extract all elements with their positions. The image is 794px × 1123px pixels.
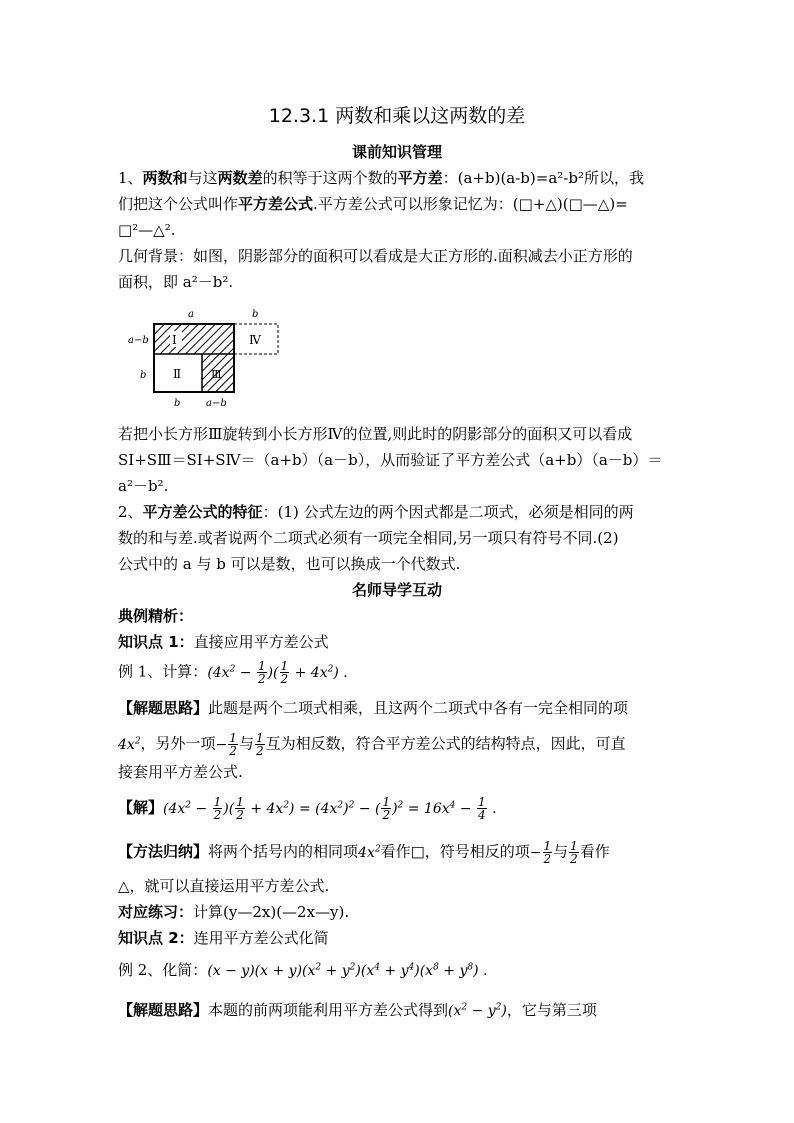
- rotation-line1: 若把小长方形Ⅲ旋转到小长方形Ⅳ的位置,则此时的阴影部分的面积又可以看成: [118, 425, 633, 443]
- page-title: 12.3.1 两数和乘以这两数的差: [268, 105, 526, 127]
- para2-line2: 数的和与差.或者说两个二项式必须有一项完全相同,另一项只有符号不同.(2): [118, 529, 619, 547]
- knowledge-point-1: [118, 632, 678, 652]
- example2: [118, 960, 678, 981]
- label-amb-bottom: a−b: [206, 398, 227, 409]
- para1-number: 1、: [118, 169, 143, 187]
- text: 看作: [579, 842, 610, 861]
- answer1: [118, 796, 678, 821]
- solution1-tag: 【解题思路】: [118, 699, 209, 717]
- practice-label: 对应练习：: [118, 903, 194, 921]
- example1: [118, 660, 678, 685]
- rotation-line2: SⅠ+SⅢ＝SⅠ+SⅣ＝（a+b）（a－b），从而验证了平方差公式（a+b）（a－b）＝: [118, 451, 663, 469]
- para1-line1: [118, 168, 678, 188]
- text: 与这: [187, 169, 218, 187]
- label-region-iii: Ⅲ: [211, 368, 222, 381]
- para2-line1: [118, 502, 678, 522]
- method1-line1: [118, 840, 678, 865]
- term-neg-half: − $\frac{1}{2}$: [215, 731, 237, 758]
- bold-term-diff: 两数差: [217, 169, 263, 187]
- text: ：(a+b)(a-b)=a²-b²所以，我: [442, 169, 644, 187]
- term-4x2: $4x^2$: [358, 843, 381, 861]
- para2-line3: 公式中的 a 与 b 可以是数，也可以换成一个代数式.: [118, 555, 461, 573]
- geo-line1: 几何背景：如图，阴影部分的面积可以看成是大正方形的.面积减去小正方形的: [118, 247, 633, 265]
- text: 与: [553, 842, 569, 861]
- region-i-shaded: [154, 324, 234, 354]
- label-a-top: a: [188, 309, 194, 320]
- practice: [118, 902, 678, 922]
- text: ，它与第三项: [506, 1001, 597, 1019]
- label-amb-left: a−b: [128, 335, 149, 346]
- example1-expression: ($4x^2$ − $\frac{1}{2}$ )( $\frac{1}{2}$ + $4x^2$) .: [207, 659, 348, 686]
- bold-term-formula: 平方差公式: [238, 195, 314, 213]
- answer1-tag: 【解】: [118, 798, 164, 817]
- solution1-line1: [118, 698, 678, 718]
- term-neg-half: − $\frac{1}{2}$: [529, 839, 552, 866]
- section-heading-teacher: 名师导学互动: [351, 581, 442, 599]
- label-region-ii: Ⅱ: [173, 367, 182, 381]
- geo-line2: 面积，即 a²－b².: [118, 273, 234, 291]
- text: 将两个括号内的相同项: [208, 842, 359, 861]
- kp1-text: 直接应用平方差公式: [193, 633, 329, 651]
- example2-label: 例 2、化简：: [118, 961, 208, 979]
- label-region-i: Ⅰ: [172, 333, 177, 347]
- text: 与: [238, 734, 254, 753]
- method1-line2: △，就可以直接运用平方差公式.: [118, 877, 330, 895]
- kp2-label: 知识点 2：: [118, 929, 194, 947]
- bold-term-square-diff: 平方差: [397, 169, 443, 187]
- text: 的积等于这两个数的: [262, 169, 398, 187]
- text: 本题的前两项能利用平方差公式得到: [208, 1001, 449, 1019]
- kp1-label: 知识点 1：: [118, 633, 194, 651]
- label-b-top: b: [252, 309, 259, 320]
- text: ，另外一项: [140, 734, 216, 753]
- practice-text: 计算(y—2x)(—2x—y).: [193, 903, 350, 921]
- para1-line3: □²—△².: [118, 221, 176, 239]
- label-b-left: b: [140, 370, 147, 381]
- term-half: $\frac{1}{2}$: [255, 731, 264, 758]
- example2-expression: $(x - y)(x + y)(x^2 + y^2)(x^4 + y^4)(x^8 + y^8)$ .: [207, 962, 488, 979]
- knowledge-point-2: [118, 928, 678, 948]
- text: 看作□，符号相反的项: [380, 842, 530, 861]
- kp2-text: 连用平方差公式化简: [193, 929, 329, 947]
- solution1-line2: [118, 732, 678, 757]
- text: 此题是两个二项式相乘，且这两个二项式中各有一完全相同的项: [208, 699, 629, 717]
- method1-tag: 【方法归纳】: [118, 842, 209, 861]
- text: 们把这个公式叫作: [118, 195, 239, 213]
- solution1-line3: 接套用平方差公式.: [118, 763, 243, 781]
- term-4x2: $4x^2$: [118, 735, 141, 753]
- answer1-expression: ($4x^2$ − $\frac{1}{2}$ )( $\frac{1}{2}$ + $4x^2) = (4x^2)^2$ − ( $\frac{1}{2}$ )$^2 = 16x^4$ − $\frac{1}{4}$ .: [163, 795, 497, 822]
- rotation-line3: a²－b².: [118, 477, 169, 495]
- text: ：(1) 公式左边的两个因式都是二项式，必须是相同的两: [262, 503, 634, 521]
- label-b-bottom: b: [174, 398, 181, 409]
- bold-term-features: 平方差公式的特征: [142, 503, 263, 521]
- solution2-tag: 【解题思路】: [118, 1001, 209, 1019]
- label-region-iv: Ⅳ: [249, 333, 261, 347]
- section-heading-pre-class: 课前知识管理: [351, 143, 442, 161]
- bold-term-sum: 两数和: [142, 169, 188, 187]
- solution2-line1: [118, 1000, 678, 1021]
- example1-label: 例 1、计算：: [118, 662, 208, 681]
- term-half: $\frac{1}{2}$: [570, 839, 578, 866]
- para1-line2: [118, 194, 678, 214]
- examples-heading: 典例精析：: [118, 607, 194, 625]
- para2-number: 2、: [118, 503, 143, 521]
- text: .平方差公式可以形象记忆为：(□+△)(□—△)=: [313, 195, 628, 213]
- square-diagram: [118, 302, 298, 412]
- term-x2-minus-y2: $(x^2 - y^2)$: [448, 1002, 507, 1019]
- text: 互为相反数，符合平方差公式的结构特点，因此，可直: [265, 734, 626, 753]
